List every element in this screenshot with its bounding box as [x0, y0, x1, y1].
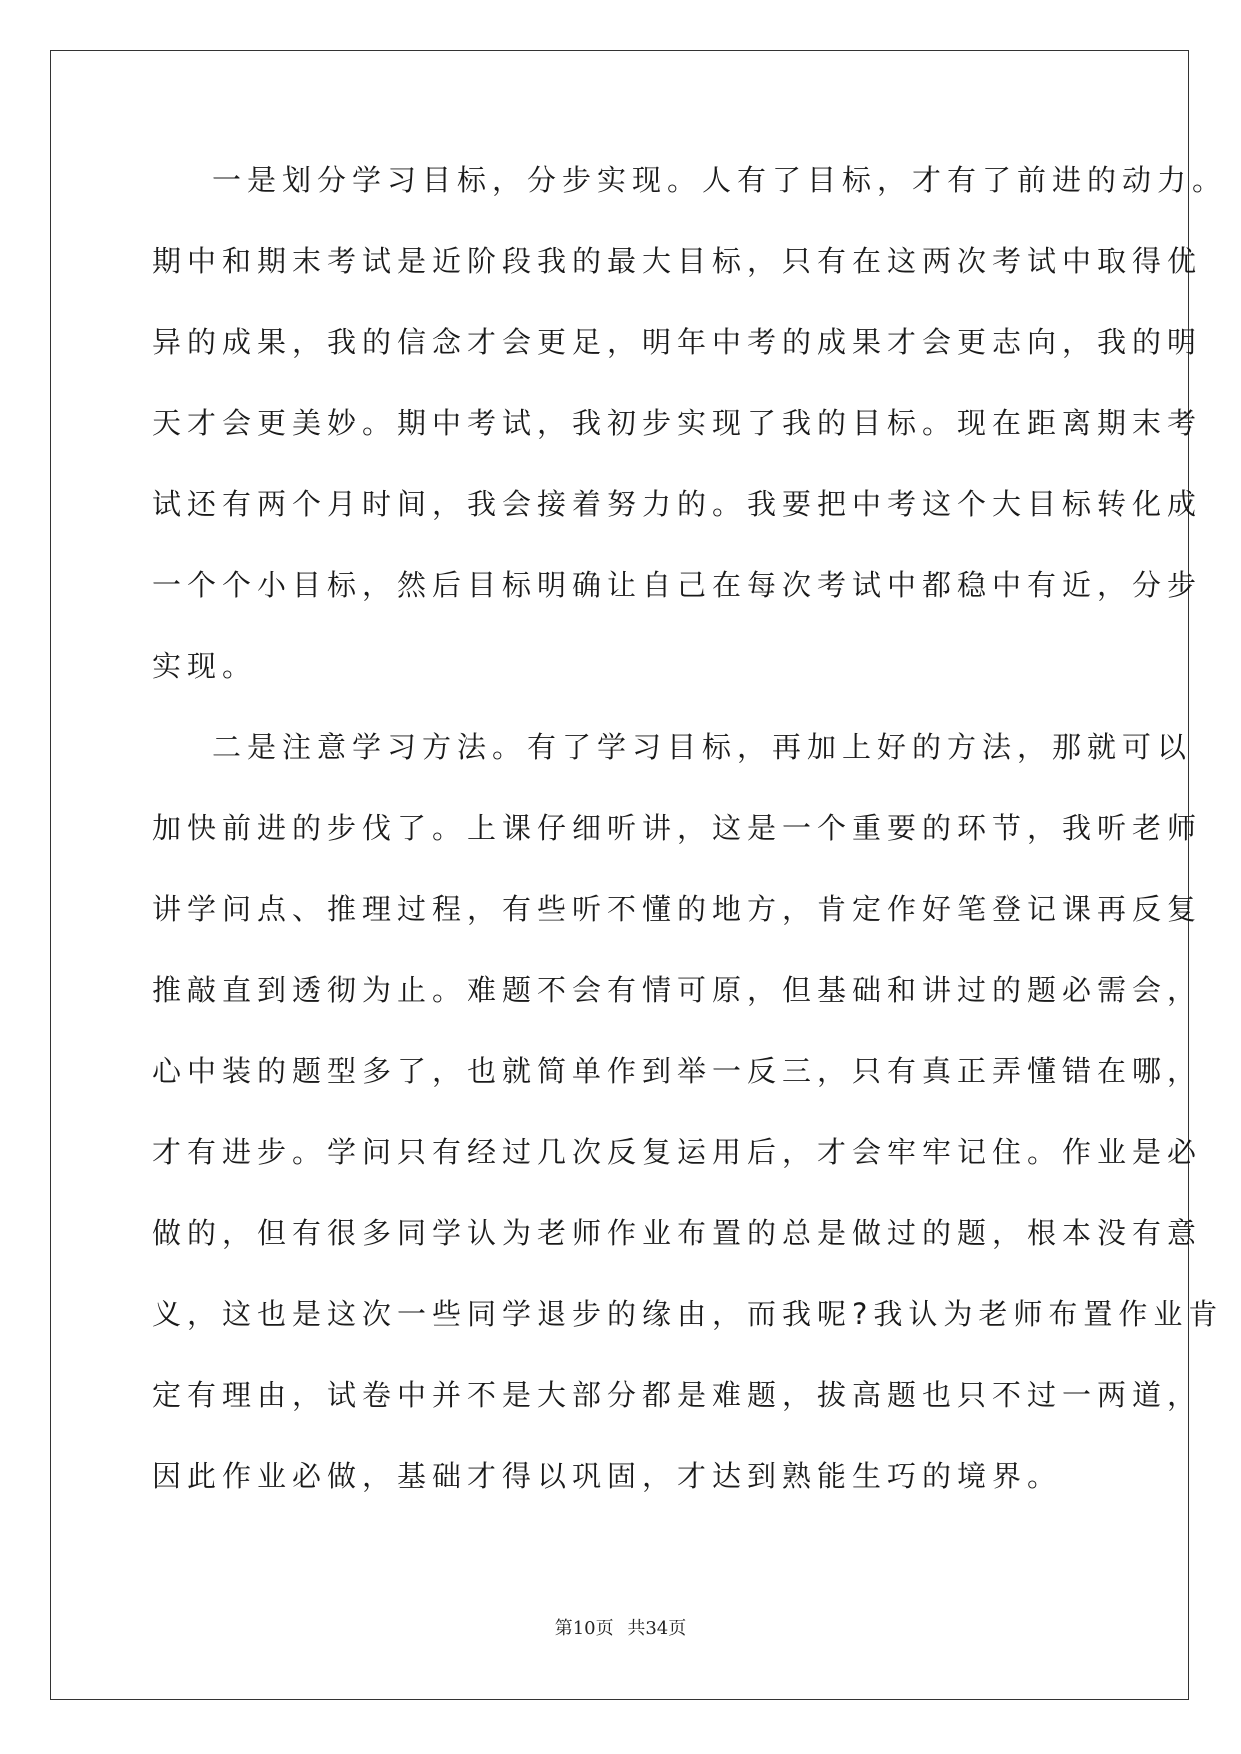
- page-number: 第10页: [554, 1618, 614, 1639]
- page-footer: [0, 1614, 1241, 1640]
- text-line: 才有进步。学问只有经过几次反复运用后，才会牢牢记住。作业是必: [152, 1135, 1203, 1169]
- text-line: 做的，但有很多同学认为老师作业布置的总是做过的题，根本没有意: [152, 1216, 1203, 1250]
- text-line: 实现。: [152, 649, 258, 683]
- document-body: [152, 160, 1228, 1537]
- text-line: 异的成果，我的信念才会更足，明年中考的成果才会更志向，我的明: [152, 325, 1203, 359]
- text-line: 心中装的题型多了，也就简单作到举一反三，只有真正弄懂错在哪，: [152, 1054, 1203, 1088]
- text-line: 一是划分学习目标，分步实现。人有了目标，才有了前进的动力。: [212, 163, 1228, 197]
- text-line: 定有理由，试卷中并不是大部分都是难题，拔高题也只不过一两道，: [152, 1378, 1203, 1412]
- text-line: 天才会更美妙。期中考试，我初步实现了我的目标。现在距离期末考: [152, 406, 1203, 440]
- text-line: 推敲直到透彻为止。难题不会有情可原，但基础和讲过的题必需会，: [152, 973, 1203, 1007]
- text-line: 加快前进的步伐了。上课仔细听讲，这是一个重要的环节，我听老师: [152, 811, 1203, 845]
- text-line: 因此作业必做，基础才得以巩固，才达到熟能生巧的境界。: [152, 1459, 1063, 1493]
- page-total: 共34页: [627, 1618, 687, 1639]
- text-line: 二是注意学习方法。有了学习目标，再加上好的方法，那就可以: [212, 730, 1193, 764]
- text-line: 试还有两个月时间，我会接着努力的。我要把中考这个大目标转化成: [152, 487, 1203, 521]
- text-line: 讲学问点、推理过程，有些听不懂的地方，肯定作好笔登记课再反复: [152, 892, 1203, 926]
- text-line: 期中和期末考试是近阶段我的最大目标，只有在这两次考试中取得优: [152, 244, 1203, 278]
- text-line: 一个个小目标，然后目标明确让自己在每次考试中都稳中有近，分步: [152, 568, 1203, 602]
- text-line: 义，这也是这次一些同学退步的缘由，而我呢?我认为老师布置作业肯: [152, 1297, 1224, 1331]
